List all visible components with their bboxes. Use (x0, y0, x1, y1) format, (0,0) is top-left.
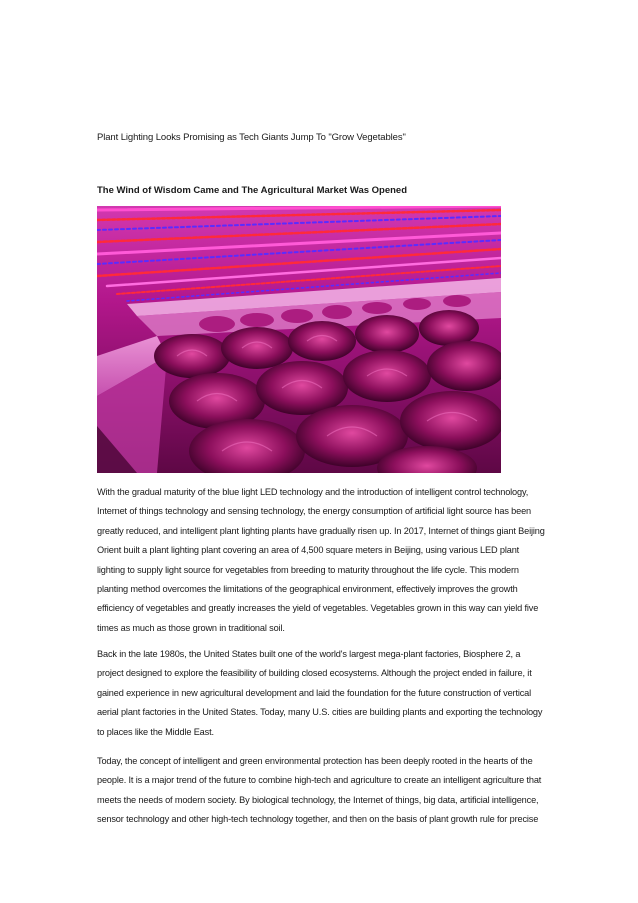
paragraph-2: Back in the late 1980s, the United States built one of the world's largest mega-plant factories, Biosphere 2, a project designed to explore the feasibility of building closed ecosystems. Although the project ended in failure, it gained experience in new agricultural development and laid the foundation for the future construction of vertical aerial plant factories in the United States. Today, many U.S. cities are building plants and exporting the technology to places like the Middle East. (97, 649, 543, 737)
section-heading: The Wind of Wisdom Came and The Agricultural Market Was Opened (97, 185, 408, 196)
plant-factory-photo (97, 206, 501, 473)
paragraph-3: Today, the concept of intelligent and green environmental protection has been deeply rooted in the hearts of the people. It is a major trend of the future to combine high-tech and agriculture to create an intelligent agriculture that meets the needs of modern society. By biological technology, the Internet of things, big data, artificial intelligence, sensor technology and other high-tech technology together, and then on the basis of plant growth rule for precise (97, 756, 542, 825)
paragraph-1: With the gradual maturity of the blue light LED technology and the introduction of intelligent control technology, Internet of things technology and sensing technology, the energy consumption of artificial light source has been greatly reduced, and intelligent plant lighting plants have gradually risen up. In 2017, Internet of things giant Beijing Orient built a plant lighting plant covering an area of 4,500 square meters in Beijing, using various LED plant lighting to supply light source for vegetables from breeding to maturity throughout the life cycle. This modern planting method overcomes the limitations of the geographical environment, effectively improves the growth efficiency of vegetables and greatly increases the yield of vegetables. Vegetables grown in this way can yield five times as much as those grown in traditional soil. (97, 487, 545, 633)
page-title: Plant Lighting Looks Promising as Tech Giants Jump To "Grow Vegetables" (97, 132, 406, 143)
